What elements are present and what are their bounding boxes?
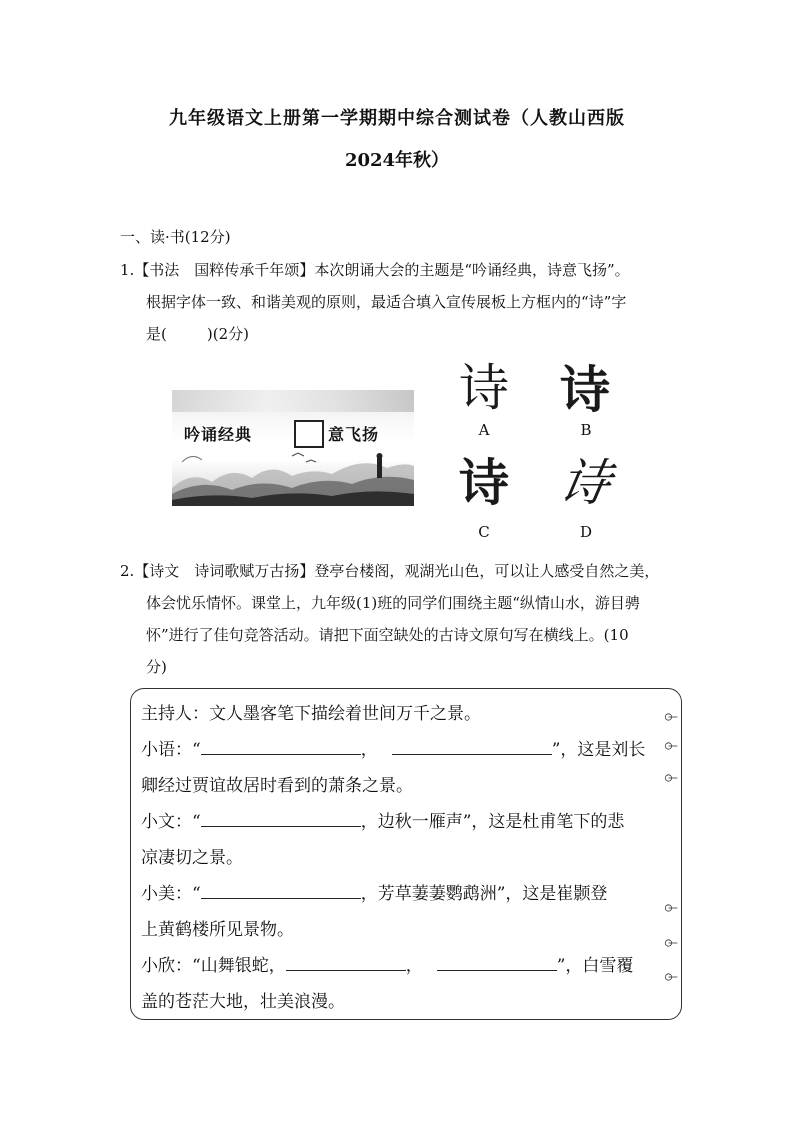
answer-line-6[interactable] — [437, 954, 557, 971]
binder-ring-icon — [664, 970, 678, 984]
option-b-glyph: 诗 — [560, 362, 610, 418]
dialogue-line-9: 盖的苍茫大地，壮美浪漫。 — [141, 992, 345, 1012]
binder-ring-icon — [664, 710, 678, 724]
question-1 — [120, 254, 680, 350]
dialogue-tail: ”，这是刘长 — [551, 740, 646, 760]
question-2-line-2: 体会忧乐情怀。课堂上，九年级(1)班的同学们围绕主题“纵情山水，游目骋 — [146, 594, 640, 612]
option-d-label: D — [579, 523, 593, 541]
exam-title-line2: 2024年秋） — [344, 150, 450, 171]
poster-banner-image — [172, 390, 414, 506]
option-a-label: A — [478, 421, 490, 439]
dialogue-line-7: 上黄鹤楼所见景物。 — [141, 920, 294, 940]
option-a-glyph: 诗 — [459, 359, 509, 417]
question-2-line-1: 2.【诗文 诗词歌赋万古扬】登亭台楼阁，观湖光山色，可以让人感受自然之美， — [120, 562, 660, 580]
dialogue-xiaoxin-line — [141, 951, 633, 976]
dialogue-card — [130, 688, 682, 1020]
option-d-glyph: 诗 — [555, 455, 615, 511]
answer-line-3[interactable] — [201, 810, 361, 827]
option-c-glyph: 诗 — [459, 454, 509, 512]
section-heading: 一、读·书(12分) — [120, 228, 231, 246]
comma: ， — [405, 956, 423, 976]
speaker-xiaomei: 小美：“ — [141, 884, 201, 904]
dialogue-tail: ”，白雪覆 — [556, 956, 634, 976]
binder-ring-icon — [664, 771, 678, 785]
answer-line-4[interactable] — [201, 882, 361, 899]
binder-ring-icon — [664, 901, 678, 915]
banner-slogan-left: 吟诵经典 — [184, 425, 253, 444]
banner-blank-box — [294, 420, 324, 448]
option-b-label: B — [580, 421, 592, 439]
question-1-line-1: 1.【书法 国粹传承千年颂】本次朗诵大会的主题是“吟诵经典，诗意飞扬”。 — [120, 261, 630, 279]
speaker-xiaowen: 小文：“ — [141, 812, 201, 832]
answer-line-2[interactable] — [392, 738, 552, 755]
binder-ring-icon — [664, 739, 678, 753]
comma: ， — [360, 740, 378, 760]
banner-landscape-illustration — [172, 448, 414, 506]
dialogue-line-5: 凉凄切之景。 — [141, 848, 243, 868]
binder-ring-icon — [664, 936, 678, 950]
dialogue-tail: ，边秋一雁声”，这是杜甫笔下的悲 — [360, 812, 625, 832]
question-1-line-2: 根据字体一致、和谐美观的原则，最适合填入宣传展板上方框内的“诗”字 — [146, 293, 627, 311]
question-2-line-3: 怀”进行了佳句竞答活动。请把下面空缺处的古诗文原句写在横线上。(10 — [146, 626, 629, 644]
dialogue-tail: ，芳草萋萋鹦鹉洲”，这是崔颢登 — [360, 884, 608, 904]
speaker-xiaoyu: 小语：“ — [141, 740, 201, 760]
dialogue-host-line: 主持人：文人墨客笔下描绘着世间万千之景。 — [141, 704, 481, 724]
banner-mist — [172, 390, 414, 412]
answer-paren-open: 是( — [146, 325, 167, 343]
dialogue-line-3: 卿经过贾谊故居时看到的萧条之景。 — [141, 776, 413, 796]
exam-title-line1: 九年级语文上册第一学期期中综合测试卷（人教山西版 — [169, 108, 625, 129]
question-2 — [120, 555, 680, 683]
question-2-line-4: 分) — [146, 658, 167, 676]
dialogue-xiaomei-line — [141, 879, 607, 904]
question-1-line-3 — [120, 318, 680, 350]
answer-line-5[interactable] — [286, 954, 406, 971]
answer-paren-close: )(2分) — [206, 325, 249, 343]
banner-slogan-right: 意飞扬 — [328, 425, 380, 444]
speaker-xiaoxin: 小欣：“山舞银蛇， — [141, 956, 286, 976]
dialogue-xiaoyu-line — [141, 735, 645, 760]
dialogue-xiaowen-line — [141, 807, 624, 832]
answer-line-1[interactable] — [201, 738, 361, 755]
option-c-label: C — [478, 523, 490, 541]
